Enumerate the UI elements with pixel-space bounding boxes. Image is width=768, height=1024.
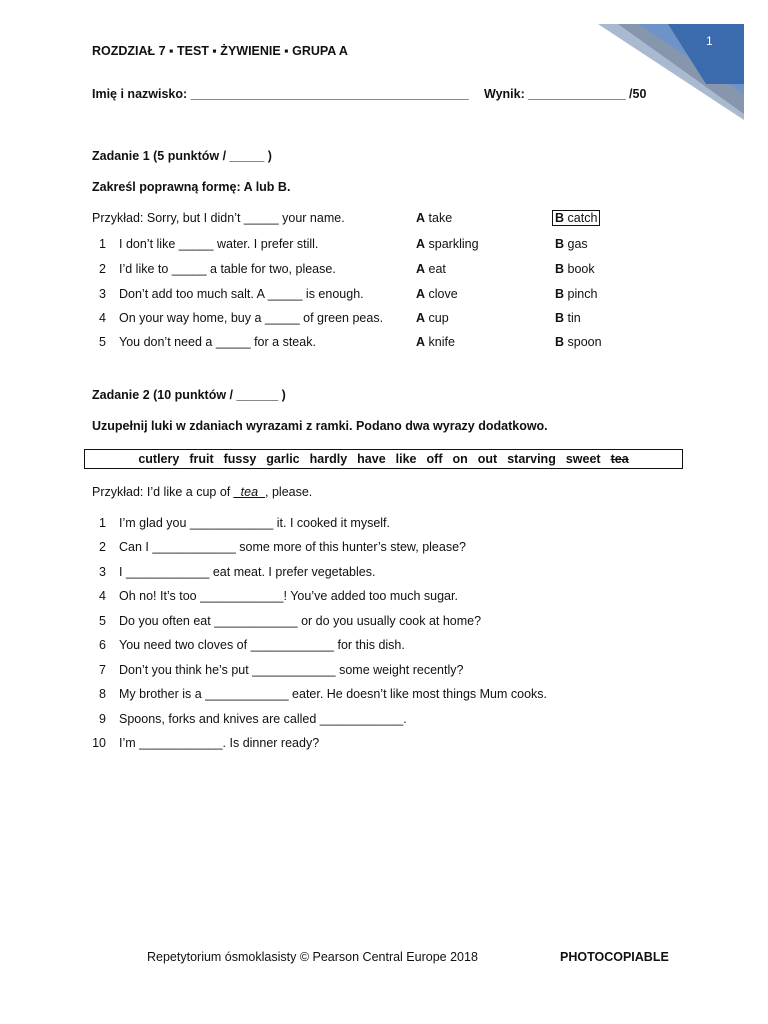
option-b[interactable]: B book (555, 262, 595, 276)
word-box-item: have (357, 452, 386, 466)
item-stem: Don’t add too much salt. A _____ is enough. (119, 287, 364, 301)
item-sentence[interactable]: Spoons, forks and knives are called ____________. (119, 712, 407, 726)
option-a[interactable]: A sparkling (416, 237, 479, 251)
score-line (484, 87, 646, 101)
document-title: ROZDZIAŁ 7 ▪ TEST ▪ ŻYWIENIE ▪ GRUPA A (92, 44, 348, 58)
task1-example-option-a[interactable]: A take (416, 211, 453, 225)
item-number: 5 (99, 335, 106, 349)
item-sentence[interactable]: You need two cloves of ____________ for this dish. (119, 638, 405, 652)
item-number: 3 (99, 565, 106, 579)
word-box-item: on (452, 452, 468, 466)
item-sentence[interactable]: Don’t you think he’s put ____________ some weight recently? (119, 663, 464, 677)
name-line (92, 87, 469, 101)
item-number: 1 (99, 237, 106, 251)
word-box-item: hardly (309, 452, 348, 466)
option-b[interactable]: B pinch (555, 287, 598, 301)
item-sentence[interactable]: Oh no! It’s too ____________! You’ve added too much sugar. (119, 589, 458, 603)
item-sentence[interactable]: I’m ____________. Is dinner ready? (119, 736, 320, 750)
score-total: /50 (629, 87, 647, 101)
word-box-item: fussy (223, 452, 257, 466)
item-number: 6 (99, 638, 106, 652)
word-box-item: sweet (565, 452, 601, 466)
item-number: 4 (99, 589, 106, 603)
footer-photocopiable: PHOTOCOPIABLE (560, 950, 669, 964)
word-box-struck-item: tea (610, 452, 629, 466)
task2-instruction: Uzupełnij luki w zdaniach wyrazami z ramki. Podano dwa wyrazy dodatkowo. (92, 419, 548, 433)
task1-heading: Zadanie 1 (5 punktów / _____ ) (92, 149, 272, 163)
word-box (84, 449, 683, 469)
item-number: 10 (92, 736, 106, 750)
item-stem: On your way home, buy a _____ of green peas. (119, 311, 384, 325)
item-number: 8 (99, 687, 106, 701)
option-a[interactable]: A eat (416, 262, 446, 276)
corner-decoration (598, 24, 744, 120)
item-number: 5 (99, 614, 106, 628)
option-a[interactable]: A clove (416, 287, 458, 301)
word-box-item: starving (507, 452, 556, 466)
item-number: 1 (99, 516, 106, 530)
score-label: Wynik: (484, 87, 525, 101)
task1-example-option-b[interactable] (555, 211, 600, 225)
item-sentence[interactable]: Can I ____________ some more of this hunter’s stew, please? (119, 540, 466, 554)
item-sentence[interactable]: I ____________ eat meat. I prefer vegetables. (119, 565, 376, 579)
item-stem: I don’t like _____ water. I prefer still. (119, 237, 319, 251)
word-box-item: like (395, 452, 417, 466)
option-a[interactable]: A knife (416, 335, 455, 349)
example-answer: _tea_ (233, 485, 266, 499)
item-number: 7 (99, 663, 106, 677)
item-sentence[interactable]: My brother is a ____________ eater. He doesn’t like most things Mum cooks. (119, 687, 548, 701)
score-blank[interactable]: ______________ (528, 87, 626, 101)
word-box-item: fruit (189, 452, 214, 466)
option-b[interactable]: B gas (555, 237, 588, 251)
footer-copyright: Repetytorium ósmoklasisty © Pearson Central Europe 2018 (147, 950, 478, 964)
option-a[interactable]: A cup (416, 311, 449, 325)
page-number: 1 (706, 34, 713, 48)
item-number: 4 (99, 311, 106, 325)
item-sentence[interactable]: I’m glad you ____________ it. I cooked it myself. (119, 516, 390, 530)
task1-instruction: Zakreśl poprawną formę: A lub B. (92, 180, 291, 194)
circled-answer: B catch (552, 210, 600, 226)
option-b[interactable]: B tin (555, 311, 581, 325)
item-number: 2 (99, 540, 106, 554)
word-box-item: off (426, 452, 443, 466)
name-blank[interactable]: ________________________________________ (190, 87, 469, 101)
task2-heading: Zadanie 2 (10 punktów / ______ ) (92, 388, 286, 402)
item-stem: You don’t need a _____ for a steak. (119, 335, 316, 349)
word-box-item: cutlery (138, 452, 180, 466)
item-number: 3 (99, 287, 106, 301)
task2-example: Przykład: I’d like a cup of _tea_, please. (92, 485, 313, 499)
item-number: 9 (99, 712, 106, 726)
item-stem: I’d like to _____ a table for two, please. (119, 262, 336, 276)
item-sentence[interactable]: Do you often eat ____________ or do you usually cook at home? (119, 614, 482, 628)
word-box-item: out (477, 452, 498, 466)
task1-example-stem: Przykład: Sorry, but I didn’t _____ your name. (92, 211, 345, 225)
option-b[interactable]: B spoon (555, 335, 602, 349)
word-box-item: garlic (266, 452, 300, 466)
item-number: 2 (99, 262, 106, 276)
name-label: Imię i nazwisko: (92, 87, 188, 101)
